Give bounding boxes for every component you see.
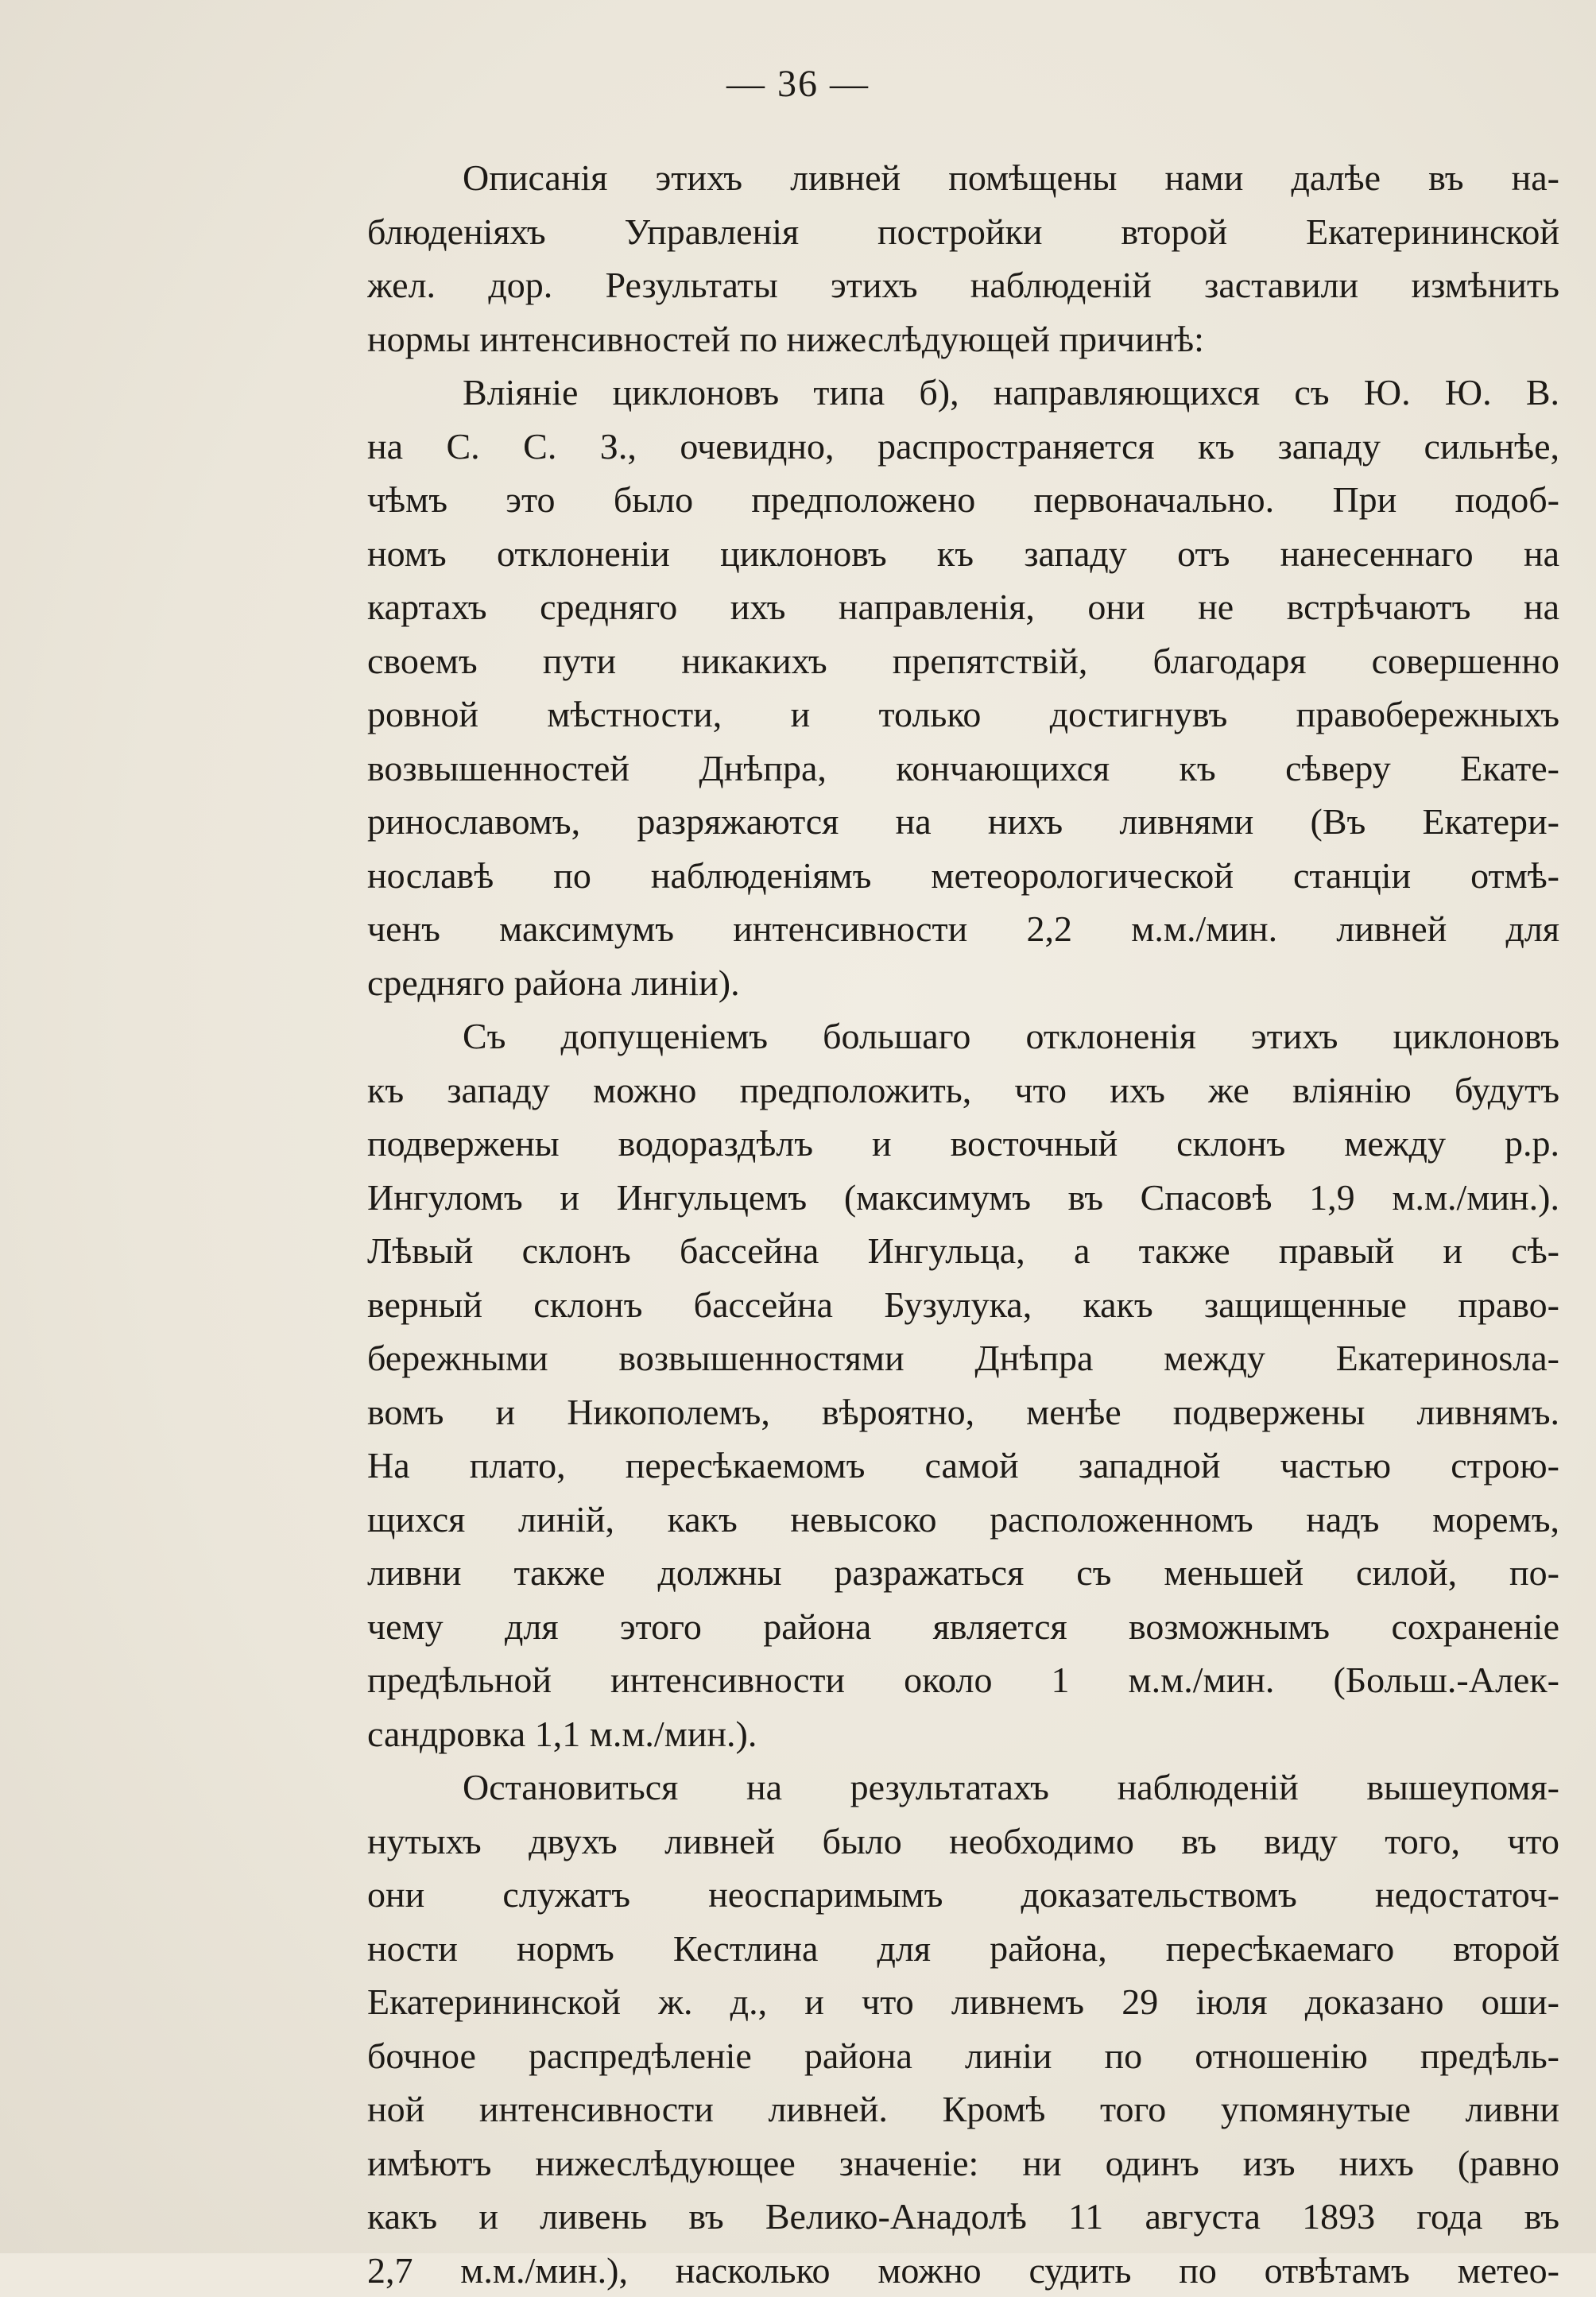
paragraph: [367, 1761, 1559, 2297]
text-line: нормы интенсивностей по нижеслѣдующей причинѣ:: [367, 312, 1559, 366]
body-text: [367, 151, 1559, 2297]
text-line: ливни также должны разражаться съ меньшей силой, по-: [367, 1546, 1559, 1600]
text-line: ной интенсивности ливней. Кромѣ того упомянутые ливни: [367, 2082, 1559, 2136]
text-line: картахъ средняго ихъ направленія, они не встрѣчаютъ на: [367, 580, 1559, 634]
text-line: щихся линій, какъ невысоко расположенномъ надъ моремъ,: [367, 1493, 1559, 1547]
text-line: Остановиться на результатахъ наблюденій вышеупомя-: [367, 1761, 1559, 1815]
text-line: ринославомъ, разряжаются на нихъ ливнями (Въ Екатери-: [367, 795, 1559, 849]
text-line: бережными возвышенностями Днѣпра между Екатеринosла-: [367, 1331, 1559, 1385]
text-line: Вліяніе циклоновъ типа б), направляющихся съ Ю. Ю. В.: [367, 366, 1559, 420]
text-line: возвышенностей Днѣпра, кончающихся къ сѣверу Екате-: [367, 742, 1559, 796]
paragraph: [367, 1009, 1559, 1761]
text-line: они служатъ неоспаримымъ доказательствомъ недостаточ-: [367, 1868, 1559, 1922]
text-line: чѣмъ это было предположено первоначально. При подоб-: [367, 473, 1559, 527]
text-line: верный склонъ бассейна Бузулука, какъ защищенные право-: [367, 1278, 1559, 1332]
text-line: средняго района линіи).: [367, 956, 1559, 1010]
text-line: на С. С. З., очевидно, распространяется къ западу сильнѣе,: [367, 420, 1559, 474]
text-line: вомъ и Никополемъ, вѣроятно, менѣе подвержены ливнямъ.: [367, 1385, 1559, 1439]
text-line: блюденіяхъ Управленія постройки второй Екатерининской: [367, 205, 1559, 259]
text-line: своемъ пути никакихъ препятствій, благодаря совершенно: [367, 634, 1559, 688]
paragraph: [367, 366, 1559, 1009]
text-line: предѣльной интенсивности около 1 м.м./мин. (Больш.-Алек-: [367, 1653, 1559, 1707]
text-line: какъ и ливень въ Велико-Анадолѣ 11 августа 1893 года въ: [367, 2190, 1559, 2244]
text-line: подвержены водораздѣлъ и восточный склонъ между р.р.: [367, 1117, 1559, 1171]
text-line: сандровка 1,1 м.м./мин.).: [367, 1707, 1559, 1761]
page-number: — 36 —: [0, 62, 1596, 106]
text-line: нославѣ по наблюденіямъ метеорологической станціи отмѣ-: [367, 849, 1559, 903]
text-line: Ингуломъ и Ингульцемъ (максимумъ въ Спасовѣ 1,9 м.м./мин.).: [367, 1171, 1559, 1225]
text-line: къ западу можно предположить, что ихъ же вліянію будутъ: [367, 1063, 1559, 1118]
text-line: номъ отклоненіи циклоновъ къ западу отъ нанесеннаго на: [367, 527, 1559, 581]
text-line: имѣютъ нижеслѣдующее значеніе: ни одинъ изъ нихъ (равно: [367, 2136, 1559, 2190]
text-line: нутыхъ двухъ ливней было необходимо въ виду того, что: [367, 1815, 1559, 1869]
text-line: 2,7 м.м./мин.), насколько можно судить по отвѣтамъ метео-: [367, 2244, 1559, 2297]
text-line: жел. дор. Результаты этихъ наблюденій заставили измѣнить: [367, 258, 1559, 312]
text-line: бочное распредѣленіе района линіи по отношенію предѣль-: [367, 2029, 1559, 2083]
text-line: ровной мѣстности, и только достигнувъ правобережныхъ: [367, 688, 1559, 742]
text-line: Съ допущеніемъ большаго отклоненія этихъ циклоновъ: [367, 1009, 1559, 1063]
paragraph: [367, 151, 1559, 366]
text-line: На плато, пересѣкаемомъ самой западной частью строю-: [367, 1439, 1559, 1493]
text-line: чему для этого района является возможнымъ сохраненіе: [367, 1600, 1559, 1654]
text-line: Описанія этихъ ливней помѣщены нами далѣе въ на-: [367, 151, 1559, 205]
text-line: Лѣвый склонъ бассейна Ингульца, а также правый и сѣ-: [367, 1224, 1559, 1278]
text-line: ности нормъ Кестлина для района, пересѣкаемаго второй: [367, 1922, 1559, 1976]
text-line: ченъ максимумъ интенсивности 2,2 м.м./мин. ливней для: [367, 902, 1559, 956]
text-line: Екатерининской ж. д., и что ливнемъ 29 іюля доказано оши-: [367, 1975, 1559, 2029]
